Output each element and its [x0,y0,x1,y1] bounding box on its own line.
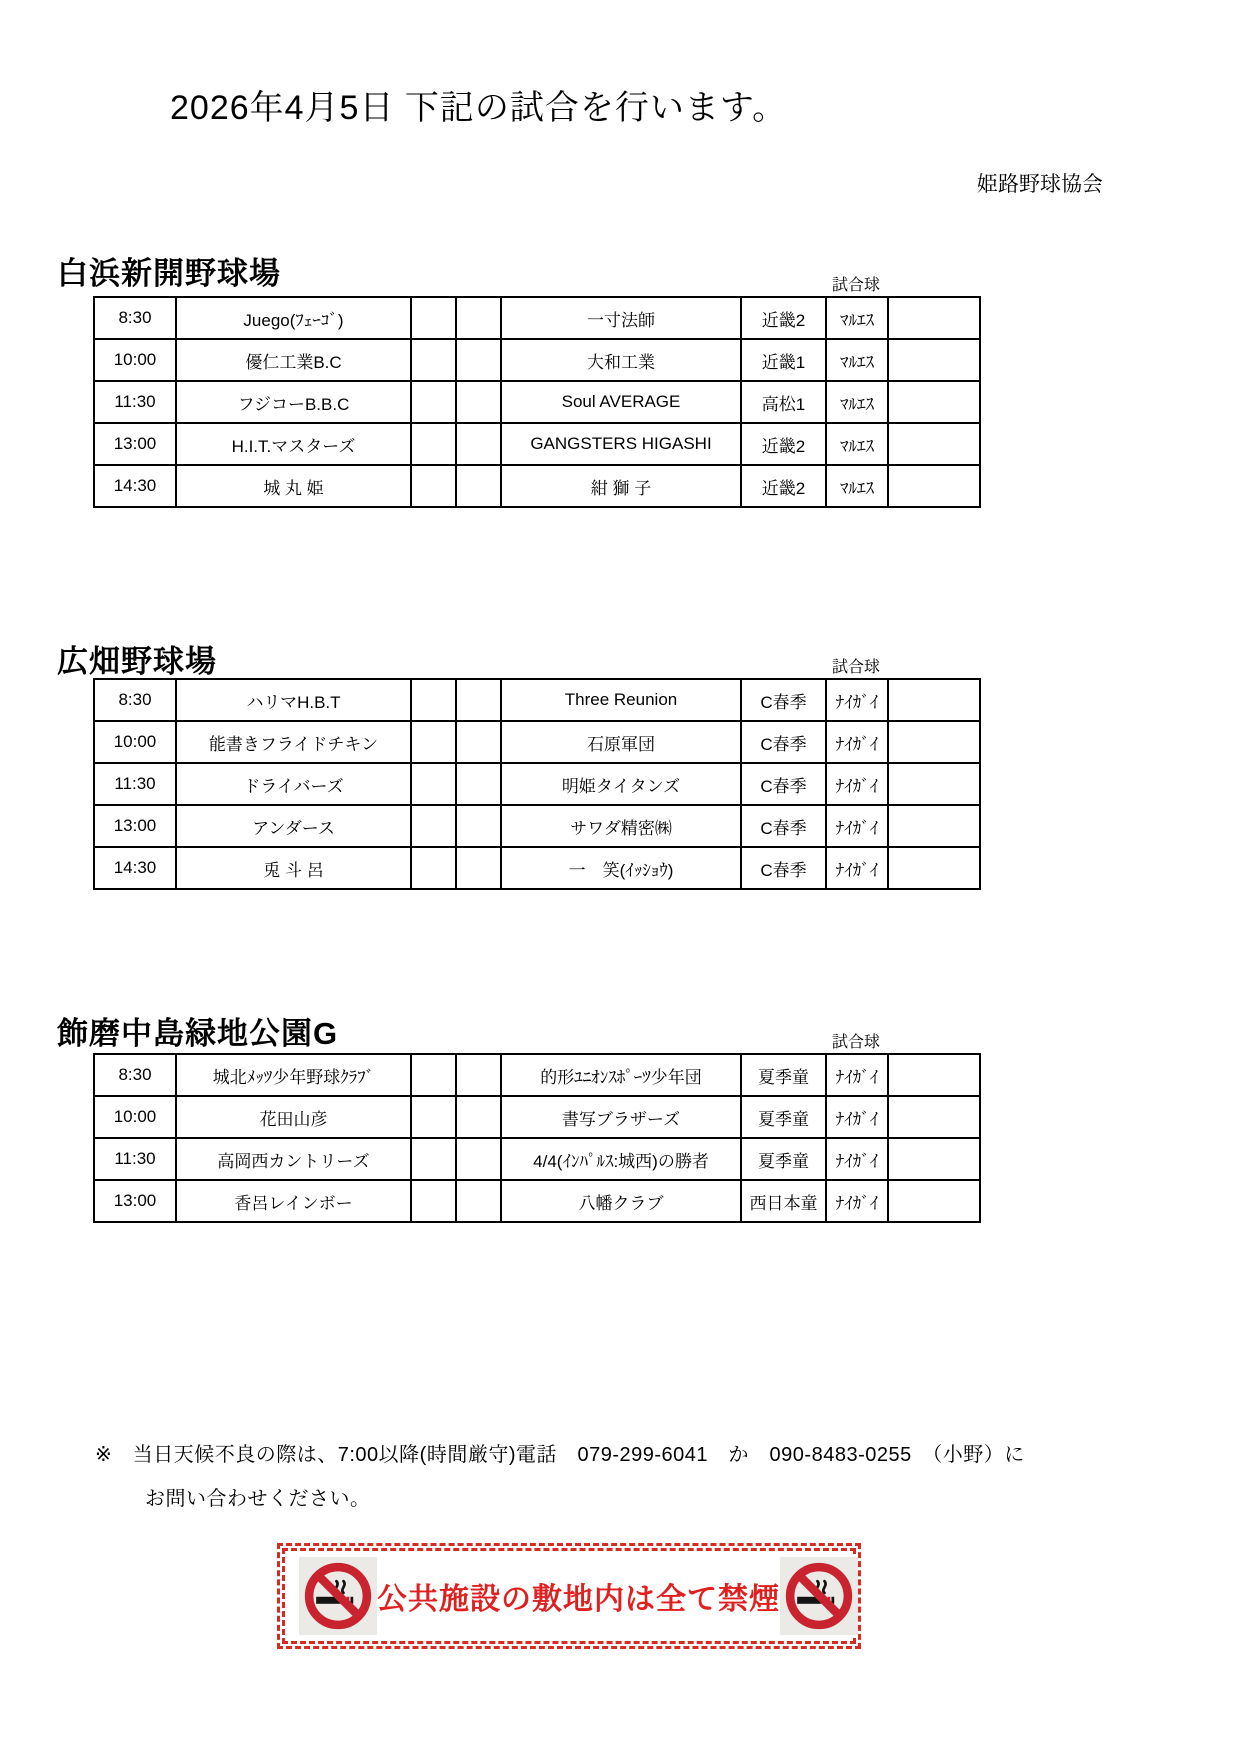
empty-cell [888,679,980,721]
league-cell: C春季 [741,721,826,763]
organization-name: 姫路野球協会 [977,173,1103,196]
league-cell: 近畿2 [741,297,826,339]
table-row [94,763,980,805]
empty-cell [888,1096,980,1138]
empty-cell [888,721,980,763]
no-smoking-icon [299,1557,377,1635]
time-cell: 10:00 [94,1096,176,1138]
empty-cell [888,297,980,339]
no-smoking-banner-inner [282,1548,856,1644]
home-team-cell: 能書きフライドチキン [176,721,411,763]
score-cell [456,1180,501,1222]
away-team-cell: 一 笑(ｲｯｼｮｳ) [501,847,741,889]
home-team-cell: 城北ﾒｯﾂ少年野球ｸﾗﾌﾞ [176,1054,411,1096]
time-cell: 13:00 [94,423,176,465]
home-team-cell: 兎 斗 呂 [176,847,411,889]
score-cell [411,1054,456,1096]
score-cell [456,847,501,889]
league-cell: C春季 [741,847,826,889]
empty-cell [888,847,980,889]
score-cell [411,423,456,465]
score-cell [456,465,501,507]
score-cell [411,1096,456,1138]
schedule-table-hirohata [93,678,981,890]
away-team-cell: Soul AVERAGE [501,381,741,423]
league-cell: C春季 [741,805,826,847]
score-cell [456,1054,501,1096]
score-cell [411,465,456,507]
no-smoking-icon [780,1557,858,1635]
time-cell: 11:30 [94,763,176,805]
home-team-cell: 高岡西カントリーズ [176,1138,411,1180]
empty-cell [888,1138,980,1180]
time-cell: 13:00 [94,1180,176,1222]
away-team-cell: 紺 獅 子 [501,465,741,507]
score-cell [456,679,501,721]
ball-cell: ﾏﾙｴｽ [826,297,888,339]
home-team-cell: 花田山彦 [176,1096,411,1138]
score-cell [456,1138,501,1180]
no-smoking-text: 公共施設の敷地内は全て禁煙 [377,1583,780,1616]
ball-cell: ﾏﾙｴｽ [826,465,888,507]
score-cell [411,679,456,721]
time-cell: 10:00 [94,721,176,763]
time-cell: 14:30 [94,847,176,889]
schedule-table-shikama-nakajima [93,1053,981,1223]
away-team-cell: 大和工業 [501,339,741,381]
score-cell [456,423,501,465]
home-team-cell: H.I.T.マスターズ [176,423,411,465]
away-team-cell: Three Reunion [501,679,741,721]
venue-name-shikama-nakajima: 飾磨中島緑地公園G [57,1016,339,1051]
score-cell [411,339,456,381]
home-team-cell: アンダース [176,805,411,847]
table-row [94,721,980,763]
home-team-cell: Juego(ﾌｪｰｺﾞ) [176,297,411,339]
weather-note-line2: お問い合わせください。 [145,1488,371,1510]
league-cell: 近畿2 [741,423,826,465]
home-team-cell: 城 丸 姫 [176,465,411,507]
score-cell [411,763,456,805]
empty-cell [888,381,980,423]
away-team-cell: 明姫タイタンズ [501,763,741,805]
weather-note-line1: ※ 当日天候不良の際は、7:00以降(時間厳守)電話 079-299-6041 か 090-8483-0255 （小野）に [95,1444,1025,1466]
ball-cell: ﾏﾙｴｽ [826,423,888,465]
table-row [94,423,980,465]
no-smoking-banner [277,1543,861,1649]
time-cell: 8:30 [94,297,176,339]
empty-cell [888,423,980,465]
time-cell: 8:30 [94,679,176,721]
score-cell [456,297,501,339]
venue-name-shirahama: 白浜新開野球場 [57,256,281,291]
time-cell: 8:30 [94,1054,176,1096]
table-row [94,1138,980,1180]
score-cell [456,805,501,847]
table-row [94,847,980,889]
score-cell [456,381,501,423]
ball-cell: ﾅｲｶﾞｲ [826,1054,888,1096]
score-cell [411,1180,456,1222]
empty-cell [888,763,980,805]
league-cell: 夏季童 [741,1096,826,1138]
empty-cell [888,805,980,847]
ball-cell: ﾅｲｶﾞｲ [826,721,888,763]
venue-name-hirohata: 広畑野球場 [57,644,217,679]
table-row [94,1180,980,1222]
home-team-cell: 香呂レインボー [176,1180,411,1222]
away-team-cell: 石原軍団 [501,721,741,763]
table-row [94,381,980,423]
league-cell: 高松1 [741,381,826,423]
table-row [94,297,980,339]
score-cell [456,1096,501,1138]
table-row [94,339,980,381]
time-cell: 11:30 [94,381,176,423]
score-cell [411,721,456,763]
game-ball-header: 試合球 [831,277,880,294]
score-cell [456,721,501,763]
ball-cell: ﾅｲｶﾞｲ [826,847,888,889]
score-cell [411,381,456,423]
score-cell [411,805,456,847]
home-team-cell: ハリマH.B.T [176,679,411,721]
time-cell: 10:00 [94,339,176,381]
score-cell [456,763,501,805]
page-title: 2026年4月5日 下記の試合を行います。 [170,89,788,127]
league-cell: 夏季童 [741,1138,826,1180]
ball-cell: ﾅｲｶﾞｲ [826,763,888,805]
league-cell: C春季 [741,679,826,721]
ball-cell: ﾅｲｶﾞｲ [826,679,888,721]
schedule-table-shirahama [93,296,981,508]
league-cell: 西日本童 [741,1180,826,1222]
time-cell: 13:00 [94,805,176,847]
empty-cell [888,465,980,507]
home-team-cell: 優仁工業B.C [176,339,411,381]
score-cell [411,847,456,889]
away-team-cell: 4/4(ｲﾝﾊﾟﾙｽ:城西)の勝者 [501,1138,741,1180]
away-team-cell: 八幡クラブ [501,1180,741,1222]
ball-cell: ﾏﾙｴｽ [826,339,888,381]
table-row [94,1096,980,1138]
time-cell: 14:30 [94,465,176,507]
score-cell [411,297,456,339]
ball-cell: ﾅｲｶﾞｲ [826,1138,888,1180]
home-team-cell: フジコーB.B.C [176,381,411,423]
away-team-cell: サワダ精密㈱ [501,805,741,847]
game-ball-header: 試合球 [831,1034,880,1051]
ball-cell: ﾅｲｶﾞｲ [826,805,888,847]
away-team-cell: 書写ブラザーズ [501,1096,741,1138]
game-ball-header: 試合球 [831,659,880,676]
league-cell: 夏季童 [741,1054,826,1096]
league-cell: C春季 [741,763,826,805]
away-team-cell: 一寸法師 [501,297,741,339]
time-cell: 11:30 [94,1138,176,1180]
league-cell: 近畿2 [741,465,826,507]
ball-cell: ﾅｲｶﾞｲ [826,1096,888,1138]
table-row [94,465,980,507]
table-row [94,679,980,721]
empty-cell [888,339,980,381]
empty-cell [888,1054,980,1096]
ball-cell: ﾏﾙｴｽ [826,381,888,423]
table-row [94,805,980,847]
away-team-cell: GANGSTERS HIGASHI [501,423,741,465]
empty-cell [888,1180,980,1222]
score-cell [456,339,501,381]
table-row [94,1054,980,1096]
league-cell: 近畿1 [741,339,826,381]
score-cell [411,1138,456,1180]
away-team-cell: 的形ﾕﾆｵﾝｽﾎﾟｰﾂ少年団 [501,1054,741,1096]
home-team-cell: ドライバーズ [176,763,411,805]
ball-cell: ﾅｲｶﾞｲ [826,1180,888,1222]
